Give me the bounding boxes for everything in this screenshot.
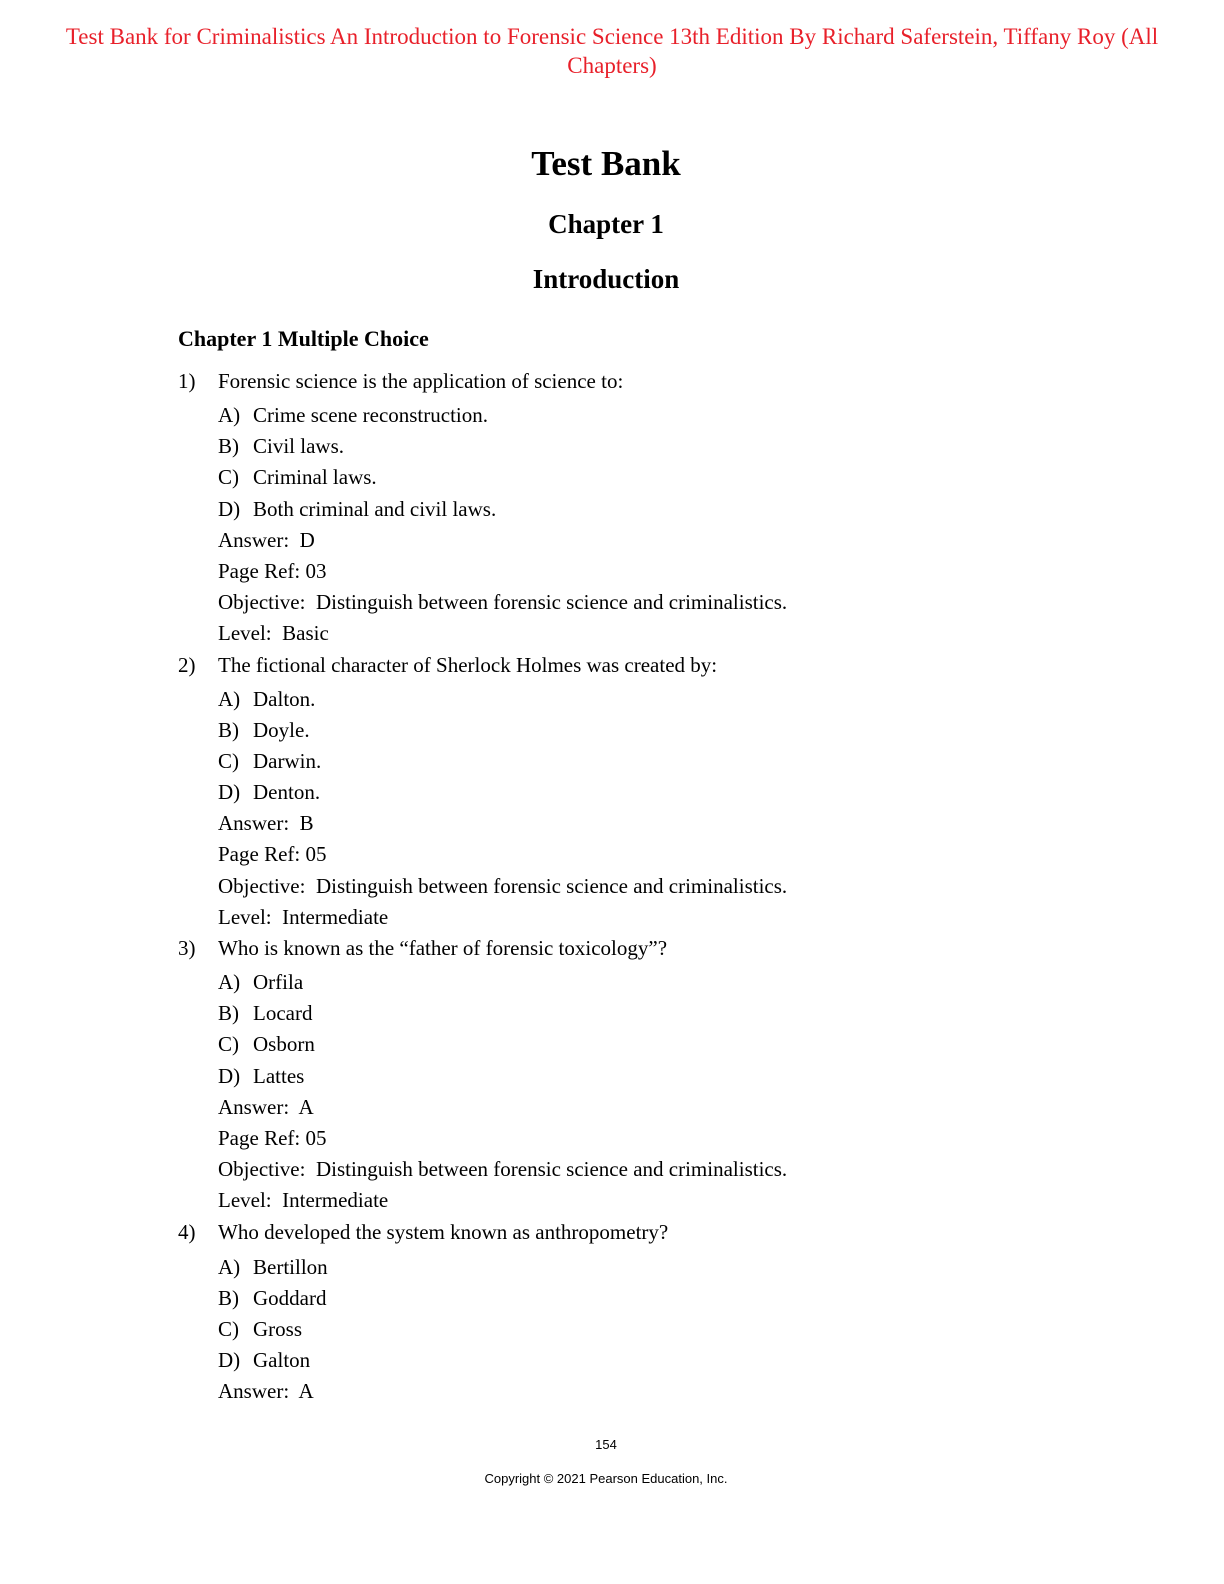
option-text: Both criminal and civil laws.	[253, 496, 497, 521]
objective-line: Objective: Distinguish between forensic science and criminalistics.	[218, 1157, 788, 1182]
question-meta	[218, 525, 1078, 650]
page-ref-line: Page Ref: 03	[218, 558, 327, 583]
option-list	[218, 967, 1078, 1092]
question-4	[178, 1217, 1078, 1408]
level-line: Level: Intermediate	[218, 904, 389, 929]
option-letter: B)	[218, 434, 239, 459]
option-list	[218, 400, 1078, 525]
answer-line: Answer: B	[218, 811, 314, 836]
option-letter: A)	[218, 1254, 241, 1279]
option-letter: B)	[218, 1001, 239, 1026]
option-text: Criminal laws.	[253, 465, 377, 490]
question-list	[178, 366, 1078, 1407]
answer-line: Answer: A	[218, 1094, 314, 1119]
section-heading: Chapter 1 Multiple Choice	[178, 326, 429, 351]
question-number: 4)	[178, 1219, 196, 1244]
question-meta	[218, 808, 1078, 933]
question-number: 3)	[178, 936, 196, 960]
option-letter: C)	[218, 748, 239, 773]
option-b	[218, 715, 1078, 746]
option-text: Dalton.	[253, 686, 316, 711]
option-letter: D)	[218, 1063, 241, 1088]
option-b	[218, 1283, 1078, 1314]
answer-line: Answer: D	[218, 527, 315, 552]
question-number: 2)	[178, 652, 196, 677]
option-a	[218, 684, 1078, 715]
option-c	[218, 1314, 1078, 1345]
option-text: Lattes	[253, 1063, 305, 1088]
question-text: The fictional character of Sherlock Holmes was created by:	[218, 652, 718, 677]
option-letter: C)	[218, 465, 239, 490]
question-text: Forensic science is the application of science to:	[218, 369, 624, 393]
page-title: Test Bank	[531, 144, 681, 183]
question-stem	[178, 1217, 1078, 1251]
page-number: 154	[595, 1437, 617, 1452]
option-c	[218, 746, 1078, 777]
option-text: Orfila	[253, 970, 304, 994]
question-1	[178, 366, 1078, 650]
option-b	[218, 998, 1078, 1029]
option-d	[218, 494, 1078, 525]
option-a	[218, 1252, 1078, 1283]
option-letter: C)	[218, 1316, 239, 1341]
option-a	[218, 400, 1078, 431]
page-ref-line: Page Ref: 05	[218, 1125, 327, 1150]
option-text: Gross	[253, 1316, 303, 1341]
option-list	[218, 684, 1078, 809]
option-c	[218, 1029, 1078, 1060]
page-ref-line: Page Ref: 05	[218, 842, 327, 867]
objective-line: Objective: Distinguish between forensic science and criminalistics.	[218, 590, 788, 615]
option-letter: D)	[218, 1348, 241, 1373]
option-letter: A)	[218, 970, 241, 994]
option-text: Galton	[253, 1348, 311, 1373]
option-letter: A)	[218, 403, 241, 427]
option-a	[218, 967, 1078, 998]
question-3	[178, 933, 1078, 1217]
option-c	[218, 462, 1078, 493]
option-d	[218, 777, 1078, 808]
option-d	[218, 1061, 1078, 1092]
document-banner: Test Bank for Criminalistics An Introduction to Forensic Science 13th Edition By Richard Saferstein, Tiffany Roy (All Chapters)	[65, 24, 1159, 78]
option-letter: D)	[218, 496, 241, 521]
question-stem	[178, 650, 1078, 684]
option-text: Denton.	[253, 780, 321, 805]
option-text: Goddard	[253, 1285, 327, 1310]
question-number: 1)	[178, 369, 196, 393]
question-stem	[178, 933, 1078, 967]
copyright-notice: Copyright © 2021 Pearson Education, Inc.	[484, 1471, 728, 1486]
option-text: Bertillon	[253, 1254, 328, 1279]
option-text: Osborn	[253, 1032, 315, 1057]
question-meta	[218, 1376, 1078, 1407]
option-text: Civil laws.	[253, 434, 345, 459]
option-text: Locard	[253, 1001, 313, 1026]
option-text: Darwin.	[253, 748, 322, 773]
option-text: Doyle.	[253, 717, 310, 742]
question-meta	[218, 1092, 1078, 1217]
option-list	[218, 1252, 1078, 1377]
question-text: Who is known as the “father of forensic toxicology”?	[218, 936, 668, 960]
option-letter: B)	[218, 717, 239, 742]
option-letter: C)	[218, 1032, 239, 1057]
option-letter: A)	[218, 686, 241, 711]
option-d	[218, 1345, 1078, 1376]
chapter-title: Chapter 1	[548, 209, 664, 239]
level-line: Level: Intermediate	[218, 1188, 389, 1213]
option-letter: D)	[218, 780, 241, 805]
option-text: Crime scene reconstruction.	[253, 403, 488, 427]
question-2	[178, 650, 1078, 934]
level-line: Level: Basic	[218, 621, 329, 646]
question-text: Who developed the system known as anthropometry?	[218, 1219, 669, 1244]
option-letter: B)	[218, 1285, 239, 1310]
question-stem	[178, 366, 1078, 400]
option-b	[218, 431, 1078, 462]
answer-line: Answer: A	[218, 1379, 314, 1404]
objective-line: Objective: Distinguish between forensic science and criminalistics.	[218, 873, 788, 898]
chapter-subtitle: Introduction	[532, 264, 680, 294]
